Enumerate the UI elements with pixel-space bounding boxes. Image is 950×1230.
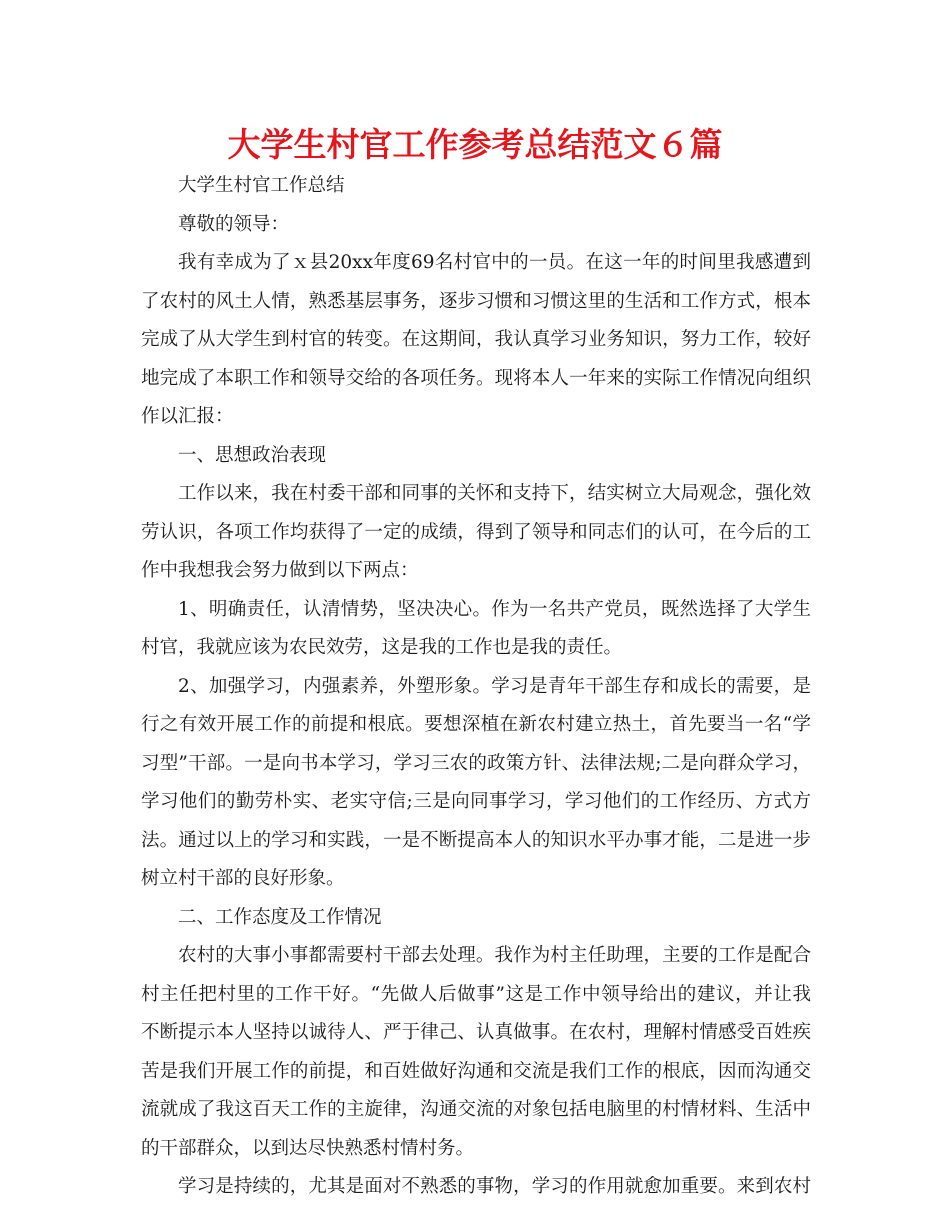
body-line: 村主任把村里的工作干好。“先做人后做事”这是工作中领导给出的建议，并让我 <box>141 983 811 1005</box>
body-line: 不断提示本人坚持以诚待人、严于律己、认真做事。在农村，理解村情感受百姓疾 <box>141 1022 811 1043</box>
body-line: 学习是持续的，尤其是面对不熟悉的事物，学习的作用就愈加重要。来到农村 <box>178 1176 811 1197</box>
body-line: 我有幸成为了ｘ县20xx年度69名村官中的一员。在这一年的时间里我感遭到 <box>178 252 811 273</box>
body-line: 农村的大事小事都需要村干部去处理。我作为村主任助理，主要的工作是配合 <box>178 945 811 966</box>
body-line: 一、思想政治表现 <box>178 444 327 466</box>
body-line: 作中我想我会努力做到以下两点： <box>141 560 419 581</box>
body-line: 二、工作态度及工作情况 <box>178 906 382 928</box>
body-line: 的干部群众，以到达尽快熟悉村情村务。 <box>141 1137 475 1159</box>
body-line: 尊敬的领导： <box>178 213 290 235</box>
document-body <box>141 167 811 1207</box>
body-line: 习型”干部。一是向书本学习，学习三农的政策方针、法律法规;二是向群众学习， <box>141 752 811 774</box>
body-line: 流就成了我这百天工作的主旋律，沟通交流的对象包括电脑里的村情材料、生活中 <box>141 1099 811 1120</box>
body-line: 劳认识，各项工作均获得了一定的成绩，得到了领导和同志们的认可，在今后的工 <box>141 521 811 543</box>
body-line: 2、加强学习，内强素养，外塑形象。学习是青年干部生存和成长的需要，是 <box>178 675 811 697</box>
body-line: 地完成了本职工作和领导交给的各项任务。现将本人一年来的实际工作情况向组织 <box>141 367 811 389</box>
body-line: 村官，我就应该为农民效劳，这是我的工作也是我的责任。 <box>141 637 623 658</box>
body-line: 法。通过以上的学习和实践，一是不断提高本人的知识水平办事才能，二是进一步 <box>141 829 811 851</box>
body-line: 工作以来，我在村委干部和同事的关怀和支持下，结实树立大局观念，强化效 <box>178 483 811 504</box>
body-line: 行之有效开展工作的前提和根底。要想深植在新农村建立热土，首先要当一名“学 <box>141 714 811 735</box>
body-line: 树立村干部的良好形象。 <box>141 868 345 889</box>
body-line: 了农村的风土人情，熟悉基层事务，逐步习惯和习惯这里的生活和工作方式，根本 <box>141 290 811 312</box>
body-line: 完成了从大学生到村官的转变。在这期间，我认真学习业务知识，努力工作，较好 <box>141 329 811 350</box>
body-line: 学习他们的勤劳朴实、老实守信;三是向同事学习，学习他们的工作经历、方式方 <box>141 791 811 812</box>
body-line: 1、明确责任，认清情势，坚决决心。作为一名共产党员，既然选择了大学生 <box>178 598 811 620</box>
body-line: 大学生村官工作总结 <box>178 175 345 196</box>
body-line: 苦是我们开展工作的前提，和百姓做好沟通和交流是我们工作的根底，因而沟通交 <box>141 1060 811 1082</box>
document-title: 大学生村官工作参考总结范文６篇 <box>227 125 723 164</box>
body-line: 作以汇报： <box>141 406 234 427</box>
